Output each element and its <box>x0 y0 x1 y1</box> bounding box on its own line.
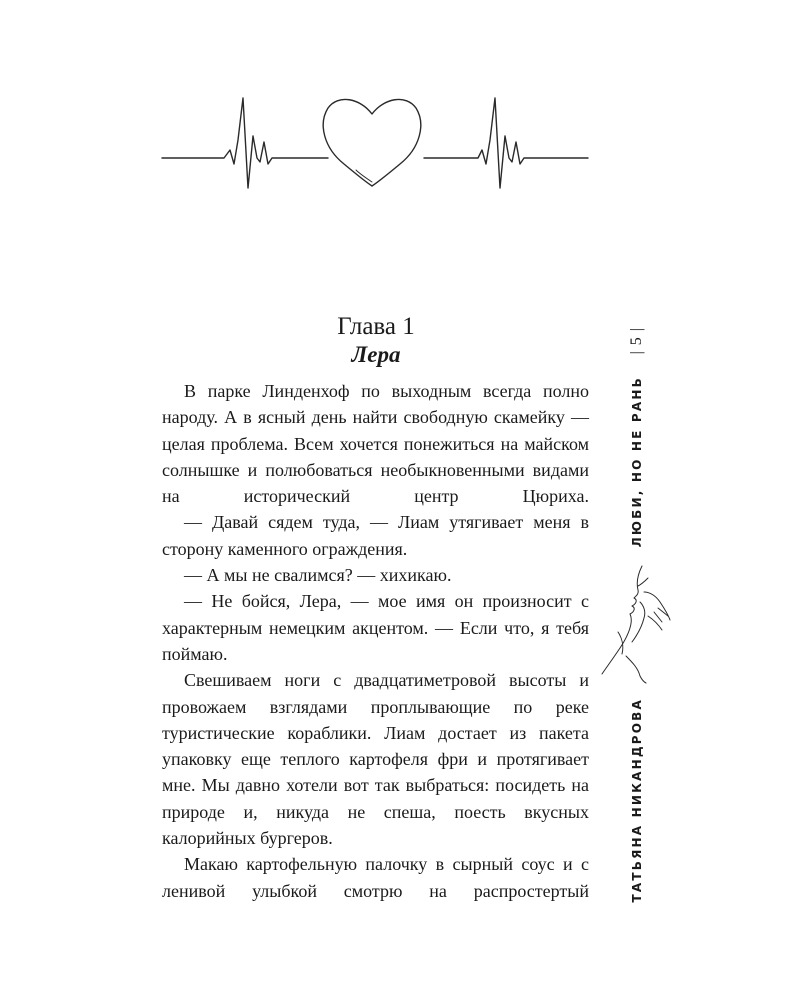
chapter-body <box>162 378 589 904</box>
paragraph: — Не бойся, Лера, — мое имя он произносит с характерным немецким акцентом. — Если что, я тебя поймаю. <box>162 591 589 664</box>
paragraph: — Давай сядем туда, — Лиам утягивает меня в сторону каменного ограждения. <box>162 512 589 559</box>
heartbeat-heart-icon <box>160 92 592 192</box>
page-number-text: | 5 | <box>628 327 645 355</box>
running-author-name <box>622 697 652 903</box>
chapter-subtitle: Лера <box>351 342 401 367</box>
paragraph: — А мы не свалимся? — хихикаю. <box>184 565 452 586</box>
chapter-title: Глава 1 <box>337 313 415 340</box>
book-title-text: ЛЮБИ, НО НЕ РАНЬ <box>630 376 644 548</box>
running-book-title <box>622 376 652 548</box>
author-text: ТАТЬЯНА НИКАНДРОВА <box>630 697 644 903</box>
paragraph: Макаю картофельную палочку в сырный соус и с ленивой улыбкой смотрю на распростертый <box>162 854 589 901</box>
page-number <box>622 322 652 360</box>
kissing-couple-sketch-icon <box>598 562 674 684</box>
paragraph: Свешиваем ноги с двадцатиметровой высоты и провожаем взглядами проплывающие по реке туристические кораблики. Лиам достает из пакета упаковку еще теплого картофеля фри и протягивает мне. Мы давно хотели вот так выбраться: посидеть на природе и, никуда не спеша, поесть вкусных калорийных бургеров. <box>162 670 589 849</box>
paragraph: В парке Линденхоф по выходным всегда полно народу. А в ясный день найти свободную скамейку — целая проблема. Всем хочется понежиться на майском солнышке и полюбоваться необыкновенными видами на исторический центр Цюриха. <box>162 381 589 507</box>
